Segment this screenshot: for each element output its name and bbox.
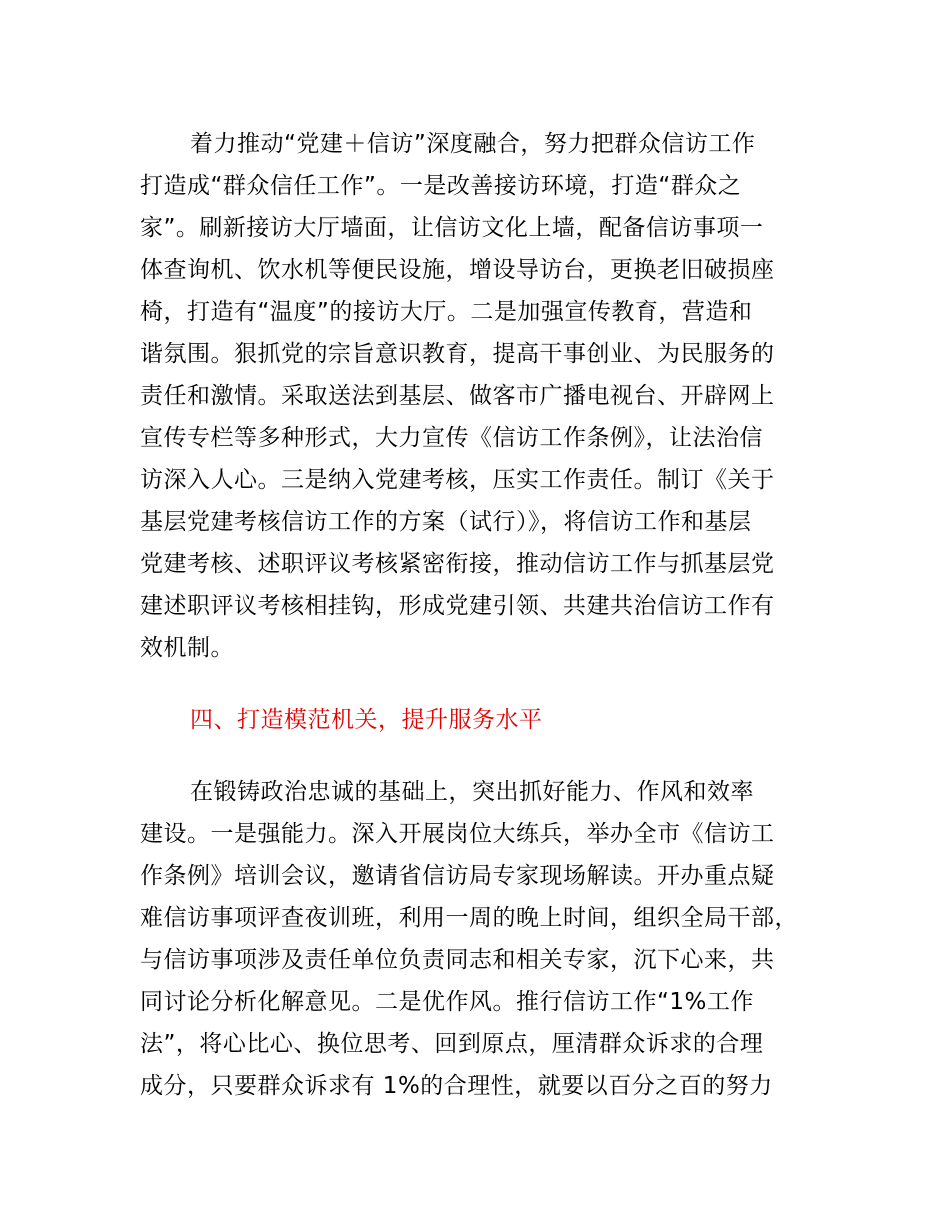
paragraph-1-line: 椅，打造有“温度”的接访大厅。二是加强宣传教育，营造和 [140, 299, 753, 325]
paragraph-1-line: 责任和激情。采取送法到基层、做客市广播电视台、开辟网上 [140, 383, 775, 409]
paragraph-2-line: 成分，只要群众诉求有 1%的合理性，就要以百分之百的努力 [140, 1073, 773, 1099]
paragraph-1-line: 打造成“群众信任工作”。一是改善接访环境，打造“群众之 [140, 173, 742, 199]
section-heading: 四、打造模范机关，提升服务水平 [190, 707, 543, 733]
paragraph-1-line: 访深入人心。三是纳入党建考核，压实工作责任。制订《关于 [140, 467, 775, 493]
paragraph-1-line: 着力推动“党建＋信访”深度融合，努力把群众信访工作 [190, 131, 756, 157]
paragraph-2-line: 难信访事项评查夜训班，利用一周的晚上时间，组织全局干部， [140, 905, 798, 931]
paragraph-2-line: 同讨论分析化解意见。二是优作风。推行信访工作“1%工作 [140, 989, 754, 1015]
paragraph-1-line: 宣传专栏等多种形式，大力宣传《信访工作条例》，让法治信 [140, 425, 763, 451]
paragraph-1-line: 党建考核、述职评议考核紧密衔接，推动信访工作与抓基层党 [140, 551, 775, 577]
paragraph-2-line: 在锻铸政治忠诚的基础上，突出抓好能力、作风和效率 [190, 779, 754, 805]
paragraph-1-line: 体查询机、饮水机等便民设施，增设导访台，更换老旧破损座 [140, 257, 775, 283]
paragraph-2-line: 作条例》培训会议，邀请省信访局专家现场解读。开办重点疑 [140, 863, 775, 889]
paragraph-1-line: 家”。刷新接访大厅墙面，让信访文化上墙，配备信访事项一 [140, 215, 764, 241]
paragraph-1-line: 效机制。 [140, 635, 234, 661]
paragraph-1-line: 谐氛围。狠抓党的宗旨意识教育，提高干事创业、为民服务的 [140, 341, 775, 367]
paragraph-1-line: 建述职评议考核相挂钩，形成党建引领、共建共治信访工作有 [140, 593, 775, 619]
paragraph-1-line: 基层党建考核信访工作的方案（试行）》，将信访工作和基层 [140, 509, 752, 535]
paragraph-2-line: 建设。一是强能力。深入开展岗位大练兵，举办全市《信访工 [140, 821, 775, 847]
paragraph-2-line: 与信访事项涉及责任单位负责同志和相关专家，沉下心来，共 [140, 947, 775, 973]
paragraph-2-line: 法”，将心比心、换位思考、回到原点，厘清群众诉求的合理 [140, 1031, 764, 1057]
